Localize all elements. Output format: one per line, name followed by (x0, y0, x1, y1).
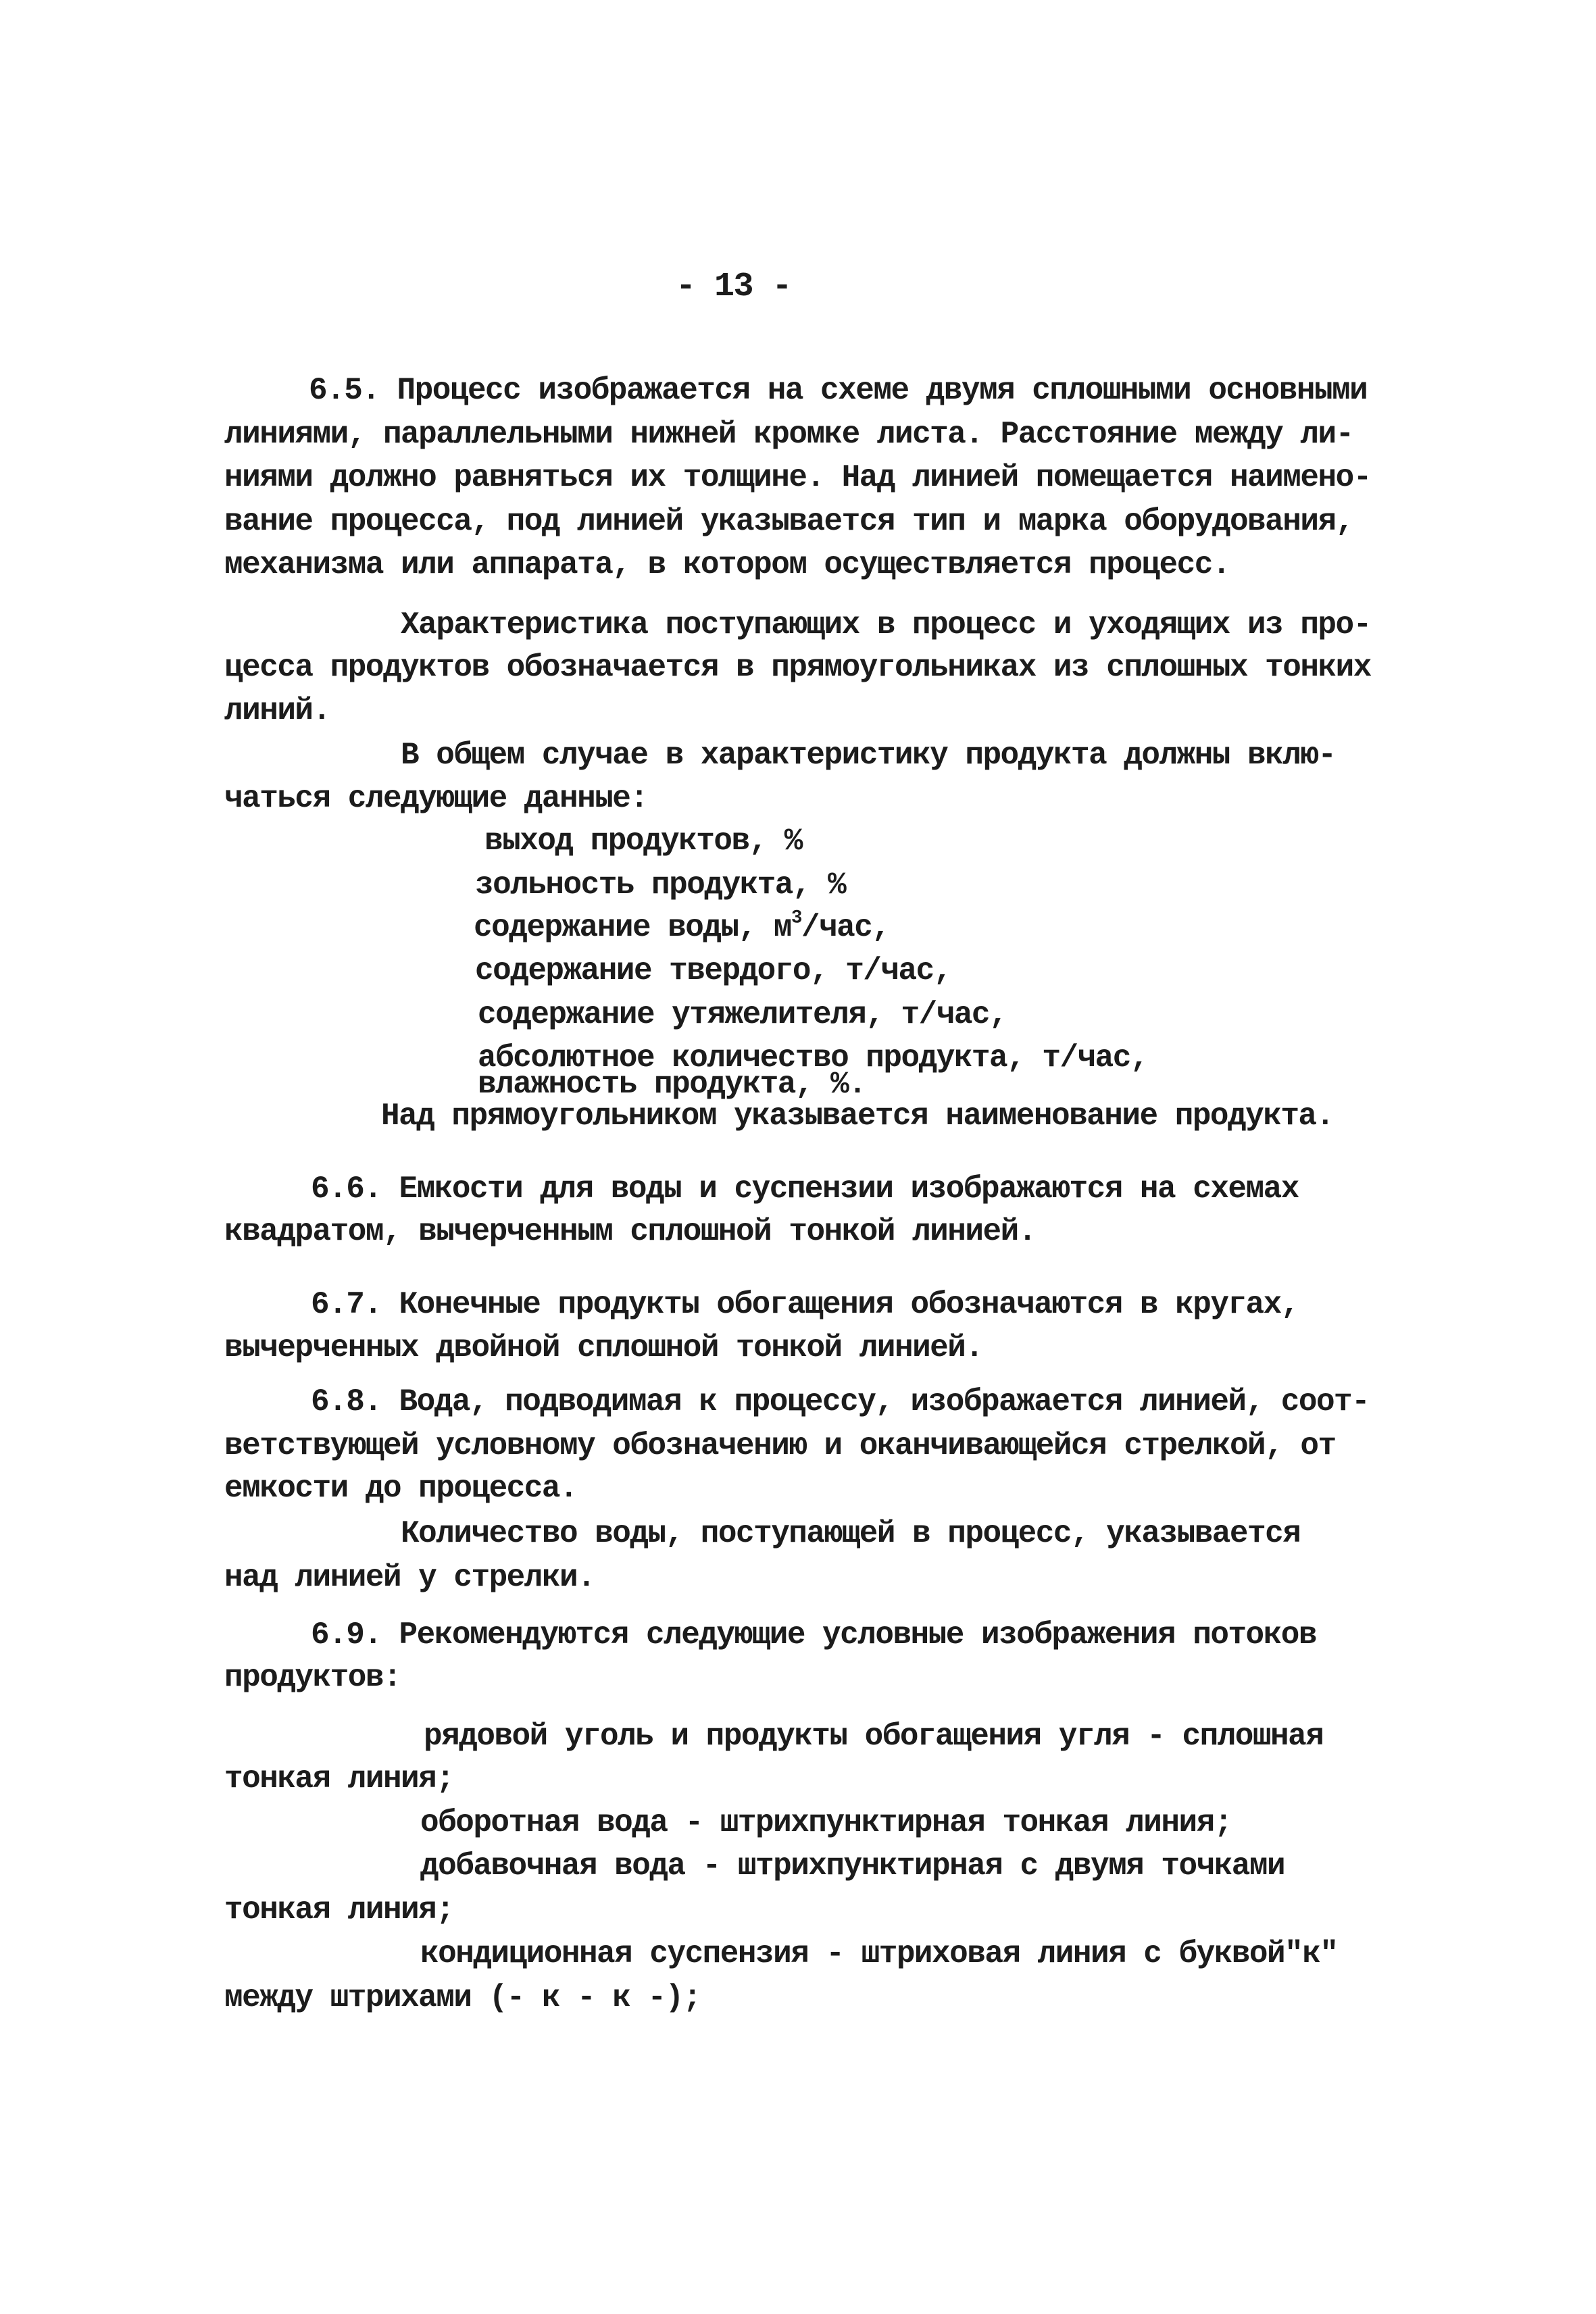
water-unit: /час, (801, 910, 890, 945)
section-6-5-line: ниями должно равняться их толщине. Над линией помещается наимено- (224, 460, 1371, 495)
section-6-8-line: ветствующей условному обозначению и оканчивающейся стрелкой, от (224, 1428, 1336, 1463)
section-6-9-line: 6.9. Рекомендуются следующие условные изображения потоков (311, 1617, 1316, 1653)
water-quantity-line: над линией у стрелки. (224, 1560, 595, 1595)
section-6-7-line: 6.7. Конечные продукты обогащения обозначаются в кругах, (311, 1287, 1299, 1322)
section-6-6-line: квадратом, вычерченным сплошной тонкой линией. (224, 1214, 1036, 1249)
product-name-line: Над прямоугольником указывается наименование продукта. (381, 1099, 1334, 1134)
characteristics-line: Характеристика поступающих в процесс и уходящих из про- (401, 607, 1371, 643)
section-6-5-line: вание процесса, под линией указывается тип и марка оборудования, (224, 504, 1353, 539)
flow-item-line: между штрихами (- к - к -); (224, 1980, 701, 2015)
water-label: содержание воды, м (474, 910, 791, 945)
page-number: - 13 - (676, 268, 792, 306)
section-6-5-line: линиями, параллельными нижней кромке листа. Расстояние между ли- (224, 417, 1353, 452)
data-list-item: содержание утяжелителя, т/час, (478, 997, 1007, 1032)
section-6-6-line: 6.6. Емкости для воды и суспензии изображаются на схемах (311, 1172, 1299, 1207)
data-list-item: зольность продукта, % (475, 867, 846, 903)
data-list-item: содержание твердого, т/час, (475, 953, 951, 988)
general-case-line: В общем случае в характеристику продукта должны вклю- (401, 738, 1336, 773)
flow-item-line: оборотная вода - штрихпунктирная тонкая линия; (420, 1805, 1232, 1840)
flow-item-line: добавочная вода - штрихпунктирная с двумя точками (420, 1848, 1285, 1884)
water-quantity-line: Количество воды, поступающей в процесс, указывается (401, 1516, 1301, 1551)
characteristics-line: цесса продуктов обозначается в прямоугольниках из сплошных тонких (224, 650, 1371, 685)
section-6-9-line: продуктов: (224, 1660, 401, 1695)
section-6-8-line: 6.8. Вода, подводимая к процессу, изображается линией, соот- (311, 1384, 1370, 1419)
flow-item-line: тонкая линия; (224, 1892, 454, 1928)
flow-item-line: тонкая линия; (224, 1761, 454, 1796)
section-6-7-line: вычерченных двойной сплошной тонкой линией. (224, 1330, 983, 1365)
data-list-item-water (474, 907, 889, 948)
characteristics-line: линий. (224, 693, 330, 728)
flow-item-line: рядовой уголь и продукты обогащения угля - сплошная (424, 1719, 1324, 1754)
flow-item-line: кондиционная суспензия - штриховая линия с буквой"к" (420, 1936, 1338, 1971)
unit-exponent: 3 (791, 907, 801, 929)
section-6-8-line: емкости до процесса. (224, 1471, 578, 1506)
section-6-5-line: 6.5. Процесс изображается на схеме двумя сплошными основными (309, 373, 1368, 408)
general-case-line: чаться следующие данные: (224, 781, 648, 816)
data-list-item: абсолютное количество продукта, т/час, (478, 1040, 1148, 1076)
section-6-5-line: механизма или аппарата, в котором осуществляется процесс. (224, 547, 1230, 582)
data-list-item: влажность продукта, %. (478, 1067, 866, 1102)
data-list-item: выход продуктов, % (484, 824, 802, 859)
